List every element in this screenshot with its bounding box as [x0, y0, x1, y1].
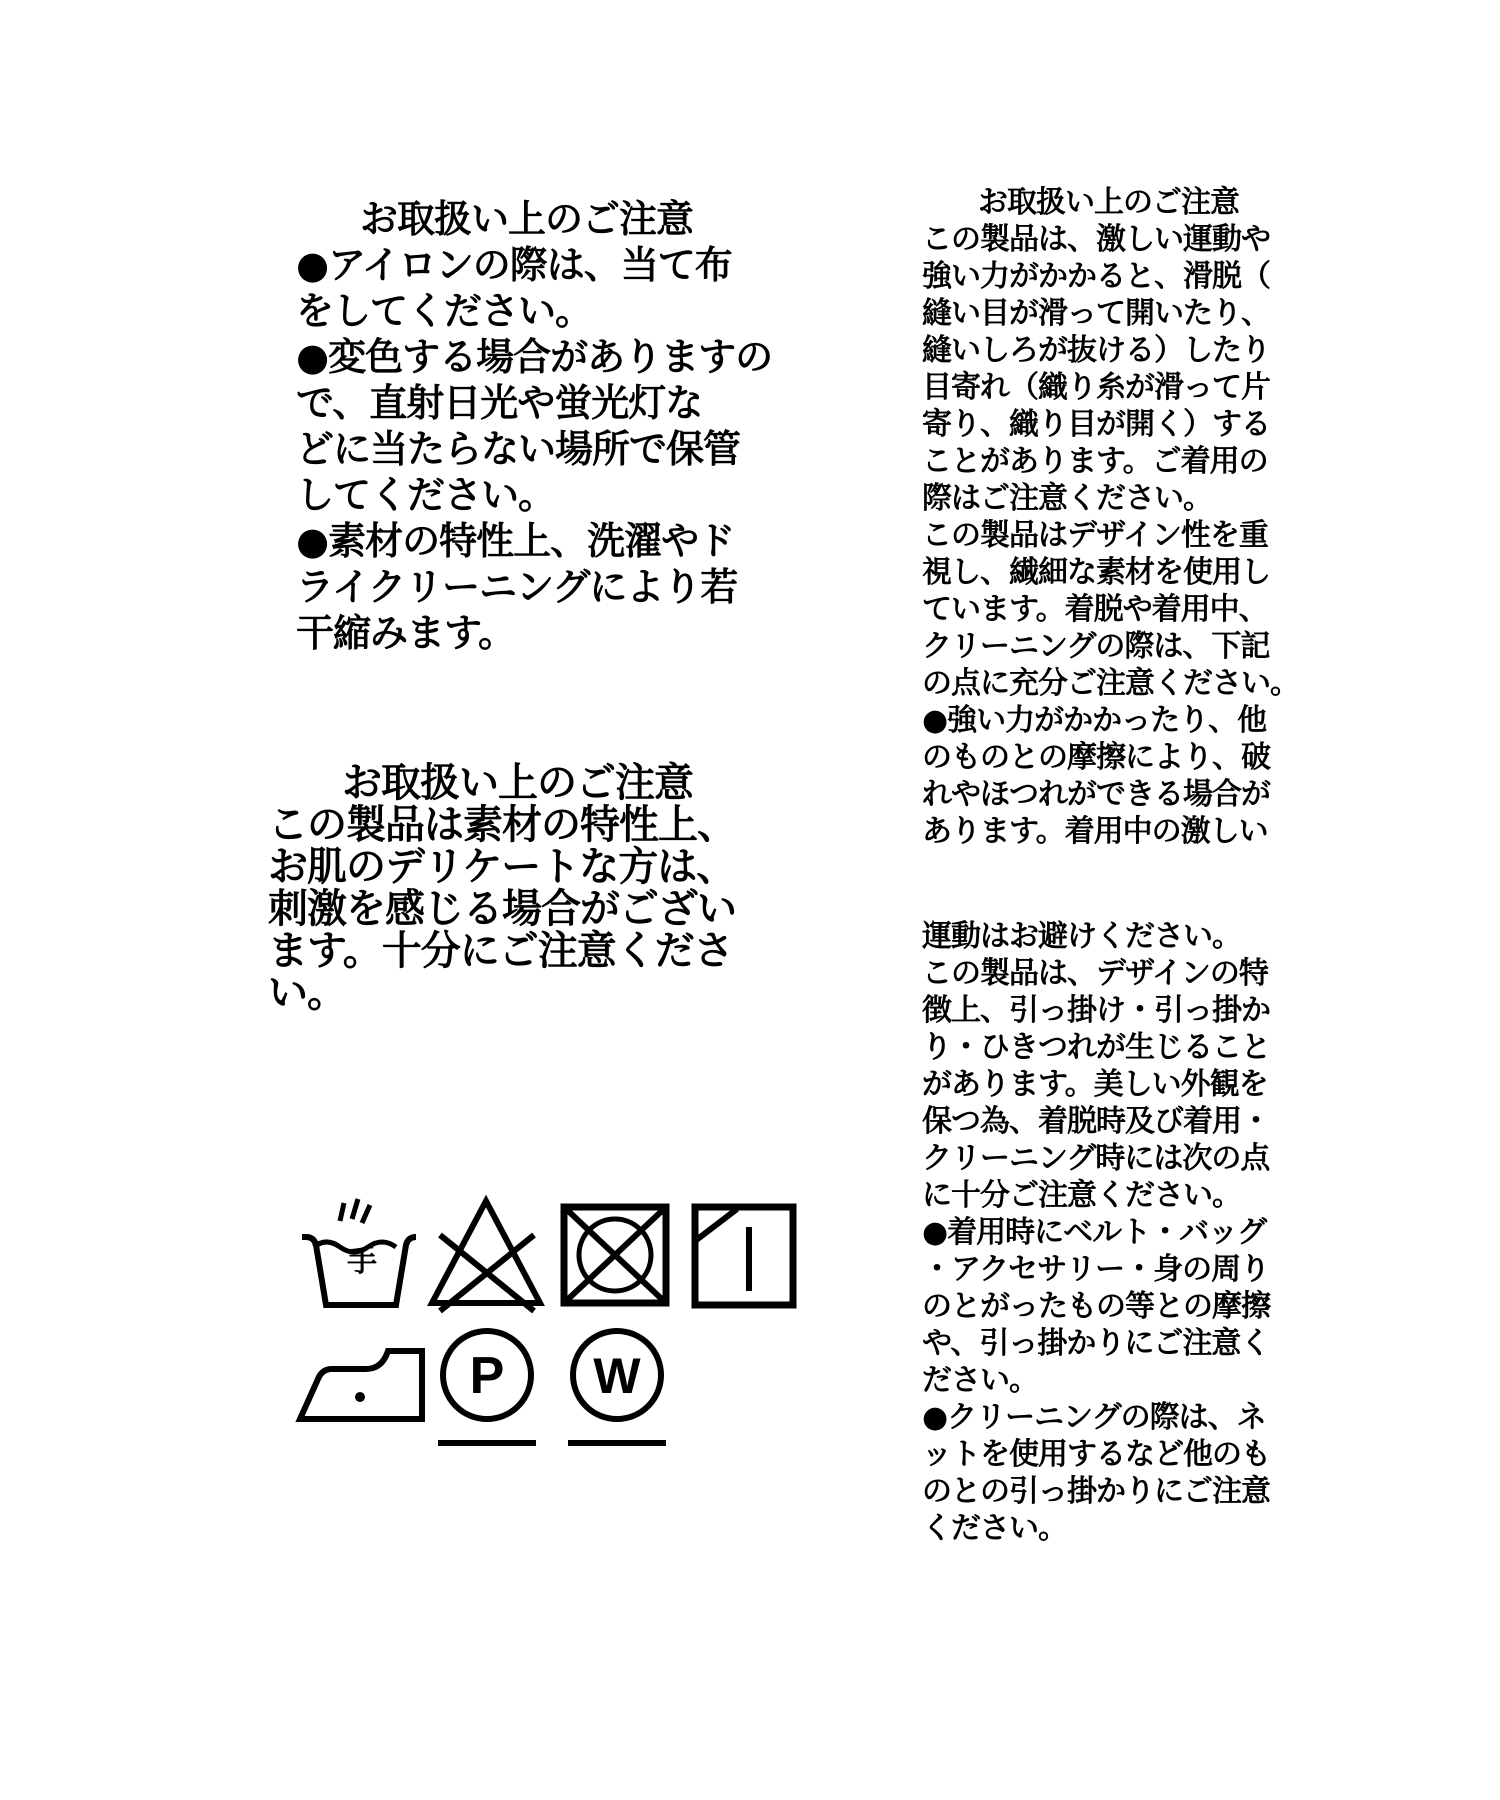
- notice-line: ●強い力がかかったり、他: [922, 703, 1267, 738]
- notice-line: 目寄れ（織り糸が滑って片: [922, 370, 1270, 405]
- notice-line: れやほつれができる場合が: [922, 777, 1270, 812]
- iron-low-icon: [296, 1345, 426, 1425]
- notice-line: ください。: [922, 1511, 1067, 1546]
- notice-line: ています。着脱や着用中、: [922, 592, 1268, 627]
- notice-line: り・ひきつれが生じること: [922, 1030, 1270, 1065]
- notice-line: をしてください。: [296, 289, 593, 333]
- notice-line: ●クリーニングの際は、ネ: [922, 1400, 1266, 1435]
- notice-line: 視し、繊細な素材を使用し: [922, 555, 1270, 590]
- care-symbols: [296, 1195, 816, 1455]
- notice-line: があります。美しい外観を: [922, 1067, 1268, 1102]
- notice-line: 運動はお避けください。: [922, 919, 1241, 954]
- care-notice-right-bottom: [922, 918, 1270, 1547]
- notice-line: ・アクセサリー・身の周り: [922, 1252, 1270, 1287]
- hand-wash-label: 手: [347, 1244, 377, 1279]
- notice-line: 寄り、織り目が開く）する: [922, 407, 1270, 442]
- notice-line: に十分ご注意ください。: [922, 1178, 1241, 1213]
- notice-line: のものとの摩擦により、破: [922, 740, 1270, 775]
- notice-line: ライクリーニングにより若: [296, 565, 738, 609]
- notice-line: ●着用時にベルト・バッグ: [922, 1215, 1267, 1250]
- notice-line: してください。: [296, 473, 556, 517]
- notice-line: の点に充分ご注意ください。: [922, 666, 1299, 701]
- notice-title: お取扱い上のご注意: [978, 185, 1239, 220]
- notice-line: ●アイロンの際は、当て布: [296, 243, 732, 287]
- notice-line: ●変色する場合がありますの: [296, 335, 773, 379]
- notice-line: 縫い目が滑って開いたり、: [922, 296, 1270, 331]
- notice-line: 干縮みます。: [296, 611, 515, 655]
- care-notice-left-bottom: [268, 762, 736, 1014]
- notice-line: ます。十分にご注意くださ: [268, 928, 733, 974]
- notice-line: お肌のデリケートな方は、: [268, 844, 736, 890]
- notice-line: クリーニング時には次の点: [922, 1141, 1270, 1176]
- notice-line: ことがあります。ご着用の: [922, 444, 1268, 479]
- notice-line: 縫いしろが抜ける）したり: [922, 333, 1270, 368]
- notice-title: お取扱い上のご注意: [360, 197, 694, 241]
- notice-line: い。: [268, 970, 346, 1016]
- notice-line: ださい。: [922, 1363, 1038, 1398]
- notice-line: 際はご注意ください。: [922, 481, 1212, 516]
- notice-line: 刺激を感じる場合がござい: [268, 886, 736, 932]
- dryclean-p-label: P: [469, 1347, 505, 1405]
- wetclean-w-mild-icon: [562, 1325, 672, 1455]
- notice-line: ットを使用するなど他のも: [922, 1437, 1270, 1472]
- notice-line: この製品は、デザインの特: [922, 956, 1268, 991]
- hand-wash-icon: [296, 1195, 416, 1315]
- hang-dry-icon: [691, 1203, 801, 1313]
- notice-line: ●素材の特性上、洗濯やド: [296, 519, 735, 563]
- notice-line: 強い力がかかると、滑脱（: [922, 259, 1270, 294]
- notice-title: お取扱い上のご注意: [342, 760, 693, 806]
- notice-line: どに当たらない場所で保管: [296, 427, 741, 471]
- no-bleach-icon: [426, 1195, 546, 1315]
- care-notice-right-top: [922, 184, 1299, 850]
- notice-line: や、引っ掛かりにご注意く: [922, 1326, 1270, 1361]
- notice-line: のとがったもの等との摩擦: [922, 1289, 1270, 1324]
- notice-line: のとの引っ掛かりにご注意: [922, 1474, 1270, 1509]
- notice-line: この製品はデザイン性を重: [922, 518, 1268, 553]
- notice-line: 徴上、引っ掛け・引っ掛か: [922, 993, 1270, 1028]
- notice-line: クリーニングの際は、下記: [922, 629, 1270, 664]
- no-tumble-dry-icon: [560, 1203, 670, 1313]
- notice-line: この製品は素材の特性上、: [268, 802, 736, 848]
- notice-line: 保つ為、着脱時及び着用・: [922, 1104, 1270, 1139]
- notice-line: あります。着用中の激しい: [922, 814, 1268, 849]
- notice-line: で、直射日光や蛍光灯な: [296, 381, 703, 425]
- notice-line: この製品は、激しい運動や: [922, 222, 1270, 257]
- care-notice-left-top: [296, 196, 772, 656]
- wetclean-w-label: W: [593, 1348, 641, 1404]
- dryclean-p-mild-icon: [432, 1325, 542, 1455]
